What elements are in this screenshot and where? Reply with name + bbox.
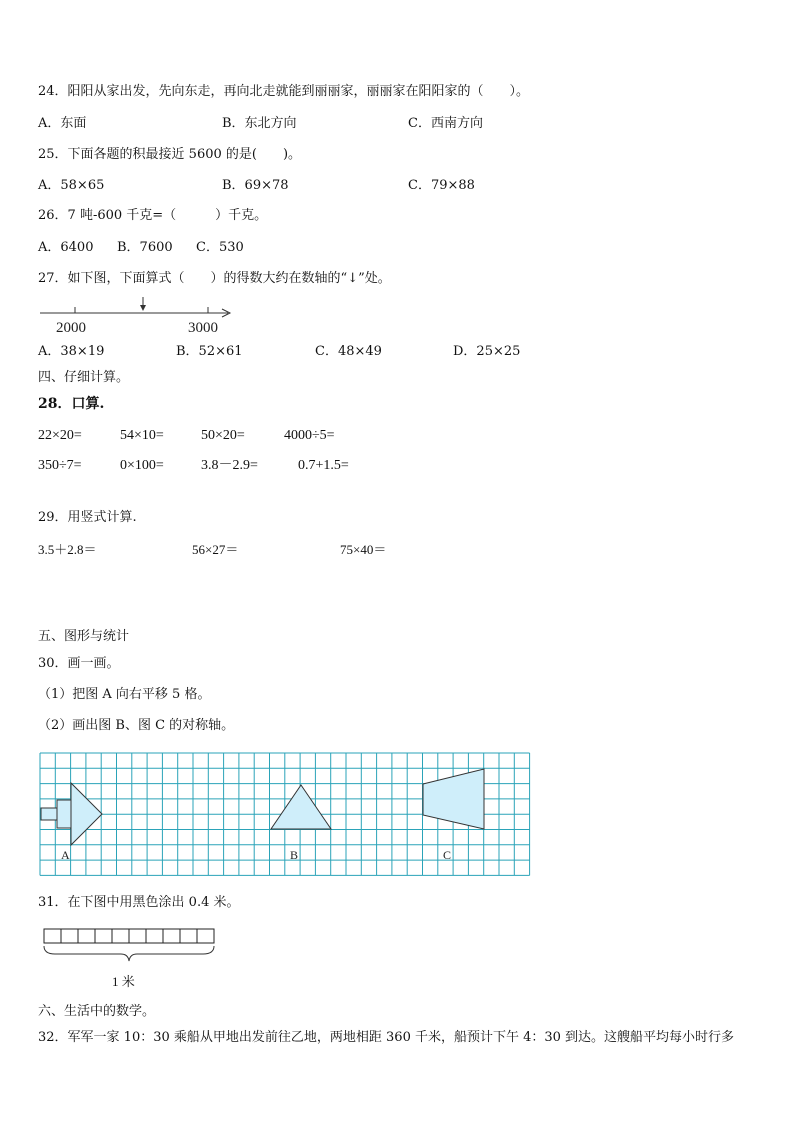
- q24-option-b: B．东北方向: [222, 116, 297, 131]
- strip-cell[interactable]: [61, 929, 78, 943]
- q26-option-b: B．7600: [117, 240, 173, 255]
- meter-strip[interactable]: [43, 928, 218, 964]
- strip-cell[interactable]: [129, 929, 146, 943]
- question-30-title: 30．画一画。: [38, 656, 120, 671]
- q25-option-a: A．58×65: [38, 178, 105, 193]
- drawing-grid: [40, 753, 530, 876]
- question-26: 26．7 吨-600 千克=（ ）千克。: [38, 208, 268, 223]
- question-24: 24．阳阳从家出发，先向东走，再向北走就能到丽丽家，丽丽家在阳阳家的（ ）。: [38, 84, 530, 99]
- question-31-title: 31．在下图中用黑色涂出 0.4 米。: [38, 895, 240, 910]
- strip-cell[interactable]: [163, 929, 180, 943]
- question-32: 32．军军一家 10：30 乘船从甲地出发前往乙地，两地相距 360 千米，船预计下午 4：30 到达。这艘船平均每小时行多: [38, 1030, 735, 1045]
- vertical-calc-3: 75×40＝: [340, 542, 387, 557]
- question-29-title: 29．用竖式计算.: [38, 510, 137, 525]
- q27-option-a: A．38×19: [38, 344, 105, 359]
- q27-option-b: B．52×61: [176, 344, 243, 359]
- figure-a-arrow: [41, 783, 102, 845]
- strip-cell[interactable]: [78, 929, 95, 943]
- numberline-left-label: 2000: [56, 320, 86, 336]
- mental-calc-6: 0×100=: [120, 458, 164, 473]
- mental-calc-5: 350÷7=: [38, 458, 82, 473]
- question-28-title: 28．口算.: [38, 396, 105, 412]
- section-6-title: 六、生活中的数学。: [38, 1004, 156, 1019]
- vertical-calc-1: 3.5＋2.8＝: [38, 542, 97, 557]
- question-30-sub-1: （1）把图 A 向右平移 5 格。: [38, 687, 211, 702]
- mental-calc-4: 4000÷5=: [284, 428, 335, 443]
- strip-cell[interactable]: [197, 929, 214, 943]
- numberline-right-label: 3000: [188, 320, 218, 336]
- mental-calc-8: 0.7+1.5=: [298, 458, 349, 473]
- q27-option-d: D．25×25: [453, 344, 521, 359]
- figure-c-label: C: [443, 848, 452, 862]
- q26-option-a: A．6400: [38, 240, 94, 255]
- mental-calc-7: 3.8－2.9=: [201, 458, 258, 473]
- strip-cell[interactable]: [44, 929, 61, 943]
- q26-option-c: C．530: [196, 240, 244, 255]
- q25-option-b: B．69×78: [222, 178, 289, 193]
- meter-label: 1 米: [112, 974, 135, 989]
- q24-option-a: A．东面: [38, 116, 87, 131]
- mental-calc-2: 54×10=: [120, 428, 164, 443]
- strip-cell[interactable]: [95, 929, 112, 943]
- down-arrow-icon: [140, 297, 146, 311]
- section-4-title: 四、仔细计算。: [38, 370, 130, 385]
- strip-cell[interactable]: [112, 929, 129, 943]
- mental-calc-1: 22×20=: [38, 428, 82, 443]
- strip-cell[interactable]: [146, 929, 163, 943]
- section-5-title: 五、图形与统计: [38, 629, 130, 644]
- vertical-calc-2: 56×27＝: [192, 542, 239, 557]
- brace: [44, 946, 214, 961]
- figure-a-label: A: [61, 848, 70, 862]
- figure-b-label: B: [290, 848, 299, 862]
- question-25: 25．下面各题的积最接近 5600 的是( )。: [38, 147, 302, 162]
- q25-option-c: C．79×88: [408, 178, 475, 193]
- number-line: [38, 296, 238, 336]
- q24-option-c: C．西南方向: [408, 116, 483, 131]
- figure-c-trapezoid: [423, 769, 484, 829]
- figure-b-triangle: [271, 785, 331, 829]
- mental-calc-3: 50×20=: [201, 428, 245, 443]
- question-27: 27．如下图，下面算式（ ）的得数大约在数轴的“↓”处。: [38, 271, 391, 286]
- strip-cell[interactable]: [180, 929, 197, 943]
- question-30-sub-2: （2）画出图 B、图 C 的对称轴。: [38, 718, 235, 733]
- q27-option-c: C．48×49: [315, 344, 382, 359]
